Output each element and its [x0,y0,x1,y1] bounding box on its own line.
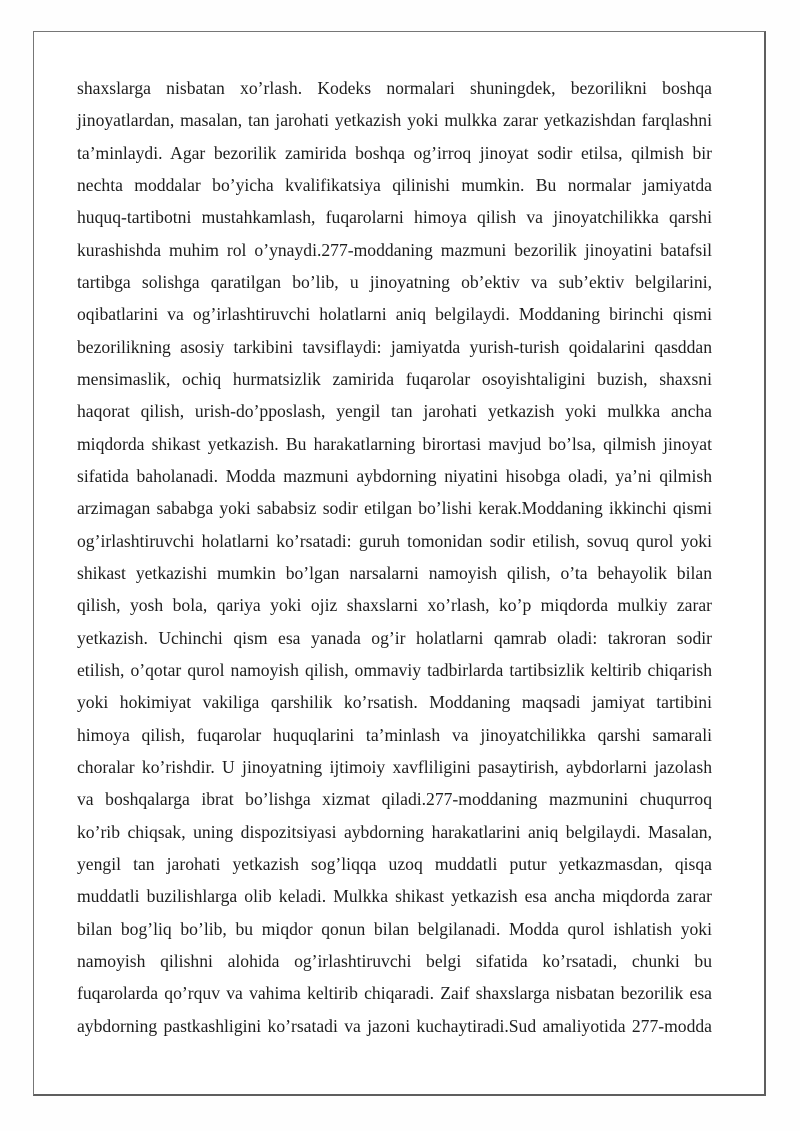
text-line: tartibga solishga qaratilgan bo’lib, u jinoyatning ob’ektiv va sub’ektiv belgilarini, [77,271,712,292]
text-line: ko’rib chiqsak, uning dispozitsiyasi aybdorning harakatlarini aniq belgilaydi. Masalan, [77,821,712,842]
text-line: nechta moddalar bo’yicha kvalifikatsiya qilinishi mumkin. Bu normalar jamiyatda [77,174,712,195]
document-text [77,72,712,1042]
text-line: ta’minlaydi. Agar bezorilik zamirida boshqa og’irroq jinoyat sodir etilsa, qilmish bir [77,142,712,163]
text-line: haqorat qilish, urish-do’pposlash, yengil tan jarohati yetkazish yoki mulkka ancha [77,401,712,422]
text-line: huquq-tartibotni mustahkamlash, fuqarolarni himoya qilish va jinoyatchilikka qarshi [77,207,712,228]
text-line: choralar ko’rishdir. U jinoyatning ijtimoiy xavfliligini pasaytirish, aybdorlarni jazolash [77,756,712,777]
text-line: shaxslarga nisbatan xo’rlash. Kodeks normalari shuningdek, bezorilikni boshqa [77,78,712,98]
text-line: bilan bog’liq bo’lib, bu miqdor qonun bilan belgilanadi. Modda qurol ishlatish yoki [77,918,712,939]
text-line: va boshqalarga ibrat bo’lishga xizmat qiladi.277-moddaning mazmunini chuqurroq [77,789,712,810]
text-line: shikast yetkazishi mumkin bo’lgan narsalarni namoyish qilish, o’ta behayolik bilan [77,562,712,583]
text-line: arzimagan sababga yoki sababsiz sodir etilgan bo’lishi kerak.Moddaning ikkinchi qismi [77,498,712,519]
text-line: og’irlashtiruvchi holatlarni ko’rsatadi: guruh tomonidan sodir etilish, sovuq qurol yoki [77,530,712,551]
text-line: muddatli buzilishlarga olib keladi. Mulkka shikast yetkazish esa ancha miqdorda zarar [77,886,712,907]
text-line: mensimaslik, ochiq hurmatsizlik zamirida fuqarolar osoyishtaligini buzish, shaxsni [77,368,712,389]
text-line: jinoyatlardan, masalan, tan jarohati yetkazish yoki mulkka zarar yetkazishdan farqlashni [77,110,712,131]
text-line: qilish, yosh bola, qariya yoki ojiz shaxslarni xo’rlash, ko’p miqdorda mulkiy zarar [77,595,712,616]
text-line: himoya qilish, fuqarolar huquqlarini ta’minlash va jinoyatchilikka qarshi samarali [77,724,712,745]
text-line: aybdorning pastkashligini ko’rsatadi va jazoni kuchaytiradi.Sud amaliyotida 277-modda [77,1015,712,1036]
text-line: oqibatlarini va og’irlashtiruvchi holatlarni aniq belgilaydi. Moddaning birinchi qismi [77,304,712,325]
text-line: yengil tan jarohati yetkazish sog’liqqa uzoq muddatli putur yetkazmasdan, qisqa [77,853,712,874]
text-line: fuqarolarda qo’rquv va vahima keltirib chiqaradi. Zaif shaxslarga nisbatan bezorilik esa [77,983,712,1004]
text-line: sifatida baholanadi. Modda mazmuni aybdorning niyatini hisobga oladi, ya’ni qilmish [77,465,712,486]
text-line: yoki hokimiyat vakiliga qarshilik ko’rsatish. Moddaning maqsadi jamiyat tartibini [77,692,712,713]
text-line: yetkazish. Uchinchi qism esa yanada og’ir holatlarni qamrab oladi: takroran sodir [77,627,712,648]
text-line: kurashishda muhim rol o’ynaydi.277-moddaning mazmuni bezorilik jinoyatini batafsil [77,239,712,260]
text-line: bezorilikning asosiy tarkibini tavsiflaydi: jamiyatda yurish-turish qoidalarini qasddan [77,336,712,357]
text-line: etilish, o’qotar qurol namoyish qilish, ommaviy tadbirlarda tartibsizlik keltirib chiqarish [77,659,712,680]
text-line: namoyish qilishni alohida og’irlashtiruvchi belgi sifatida ko’rsatadi, chunki bu [77,950,712,971]
text-line: miqdorda shikast yetkazish. Bu harakatlarning birortasi mavjud bo’lsa, qilmish jinoyat [77,433,712,454]
